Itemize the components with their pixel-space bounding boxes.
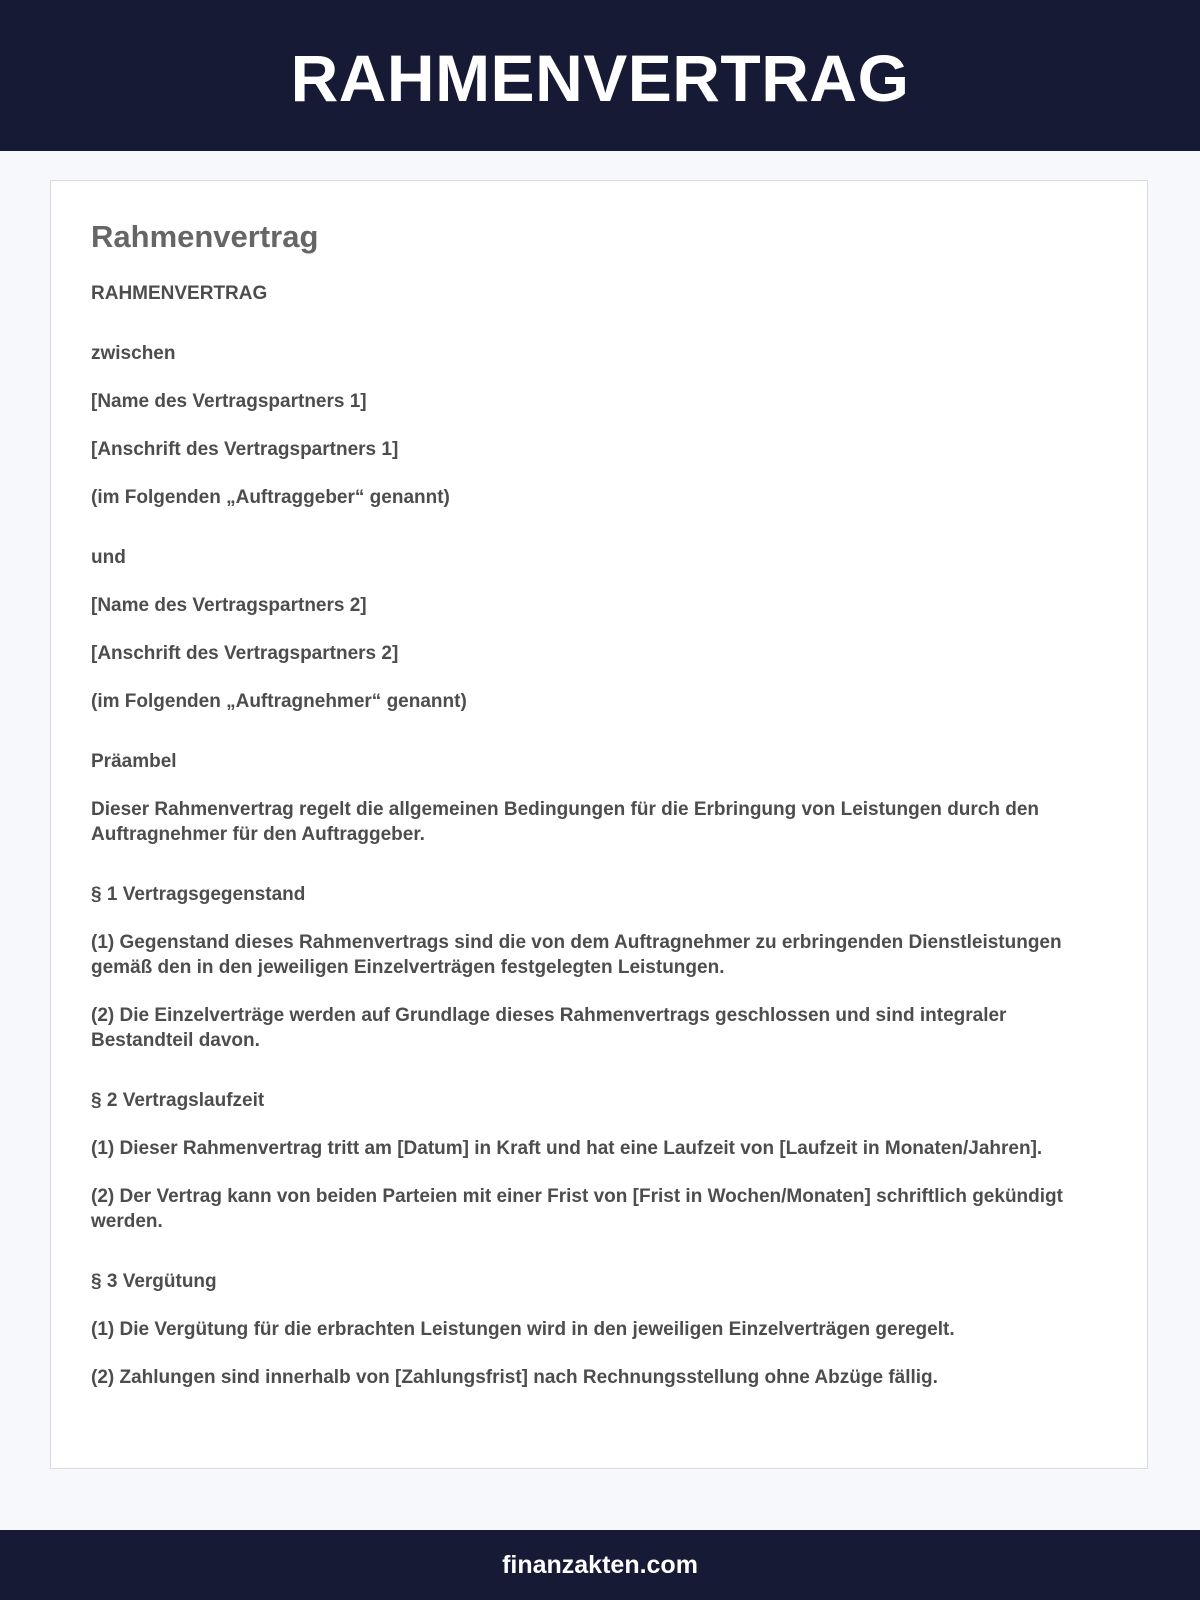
section-3-clause-2: (2) Zahlungen sind innerhalb von [Zahlungsfrist] nach Rechnungsstellung ohne Abzüge fällig. bbox=[91, 1367, 938, 1388]
header-title: RAHMENVERTRAG bbox=[290, 40, 910, 115]
document-title: Rahmenvertrag bbox=[91, 219, 319, 254]
section-1-heading: § 1 Vertragsgegenstand bbox=[91, 884, 306, 905]
section-2-clause-1: (1) Dieser Rahmenvertrag tritt am [Datum] in Kraft und hat eine Laufzeit von [Laufzeit in Monaten/Jahren]. bbox=[91, 1138, 1043, 1159]
section-1-clause-2: (2) Die Einzelverträge werden auf Grundlage dieses Rahmenvertrags geschlossen und sind integraler Bestandteil davon. bbox=[91, 1005, 1007, 1051]
contract-heading: RAHMENVERTRAG bbox=[91, 283, 268, 304]
party2-name: [Name des Vertragspartners 2] bbox=[91, 595, 367, 616]
footer-site-link[interactable]: finanzakten.com bbox=[502, 1550, 698, 1579]
party2-address: [Anschrift des Vertragspartners 2] bbox=[91, 643, 399, 664]
party2-role: (im Folgenden „Auftragnehmer“ genannt) bbox=[91, 691, 467, 712]
section-3-heading: § 3 Vergütung bbox=[91, 1271, 217, 1292]
party1-address: [Anschrift des Vertragspartners 1] bbox=[91, 439, 399, 460]
party1-role: (im Folgenden „Auftraggeber“ genannt) bbox=[91, 487, 450, 508]
text-and: und bbox=[91, 547, 126, 568]
section-2-heading: § 2 Vertragslaufzeit bbox=[91, 1090, 265, 1111]
preamble-heading: Präambel bbox=[91, 751, 177, 772]
document-body bbox=[91, 281, 1111, 1390]
page-header bbox=[0, 0, 1200, 151]
party1-name: [Name des Vertragspartners 1] bbox=[91, 391, 367, 412]
preamble-text: Dieser Rahmenvertrag regelt die allgemeinen Bedingungen für die Erbringung von Leistungen durch den Auftragnehmer für den Auftraggeber. bbox=[91, 799, 1040, 845]
document-card bbox=[50, 180, 1148, 1469]
section-2-clause-2: (2) Der Vertrag kann von beiden Parteien mit einer Frist von [Frist in Wochen/Monaten] schriftlich gekündigt werden. bbox=[91, 1186, 1063, 1232]
section-1-clause-1: (1) Gegenstand dieses Rahmenvertrags sind die von dem Auftragnehmer zu erbringenden Dienstleistungen gemäß den in den jeweiligen Einzelverträgen festgelegten Leistungen. bbox=[91, 932, 1062, 978]
section-3-clause-1: (1) Die Vergütung für die erbrachten Leistungen wird in den jeweiligen Einzelverträgen geregelt. bbox=[91, 1319, 955, 1340]
page-footer bbox=[0, 1530, 1200, 1600]
text-between: zwischen bbox=[91, 343, 176, 364]
